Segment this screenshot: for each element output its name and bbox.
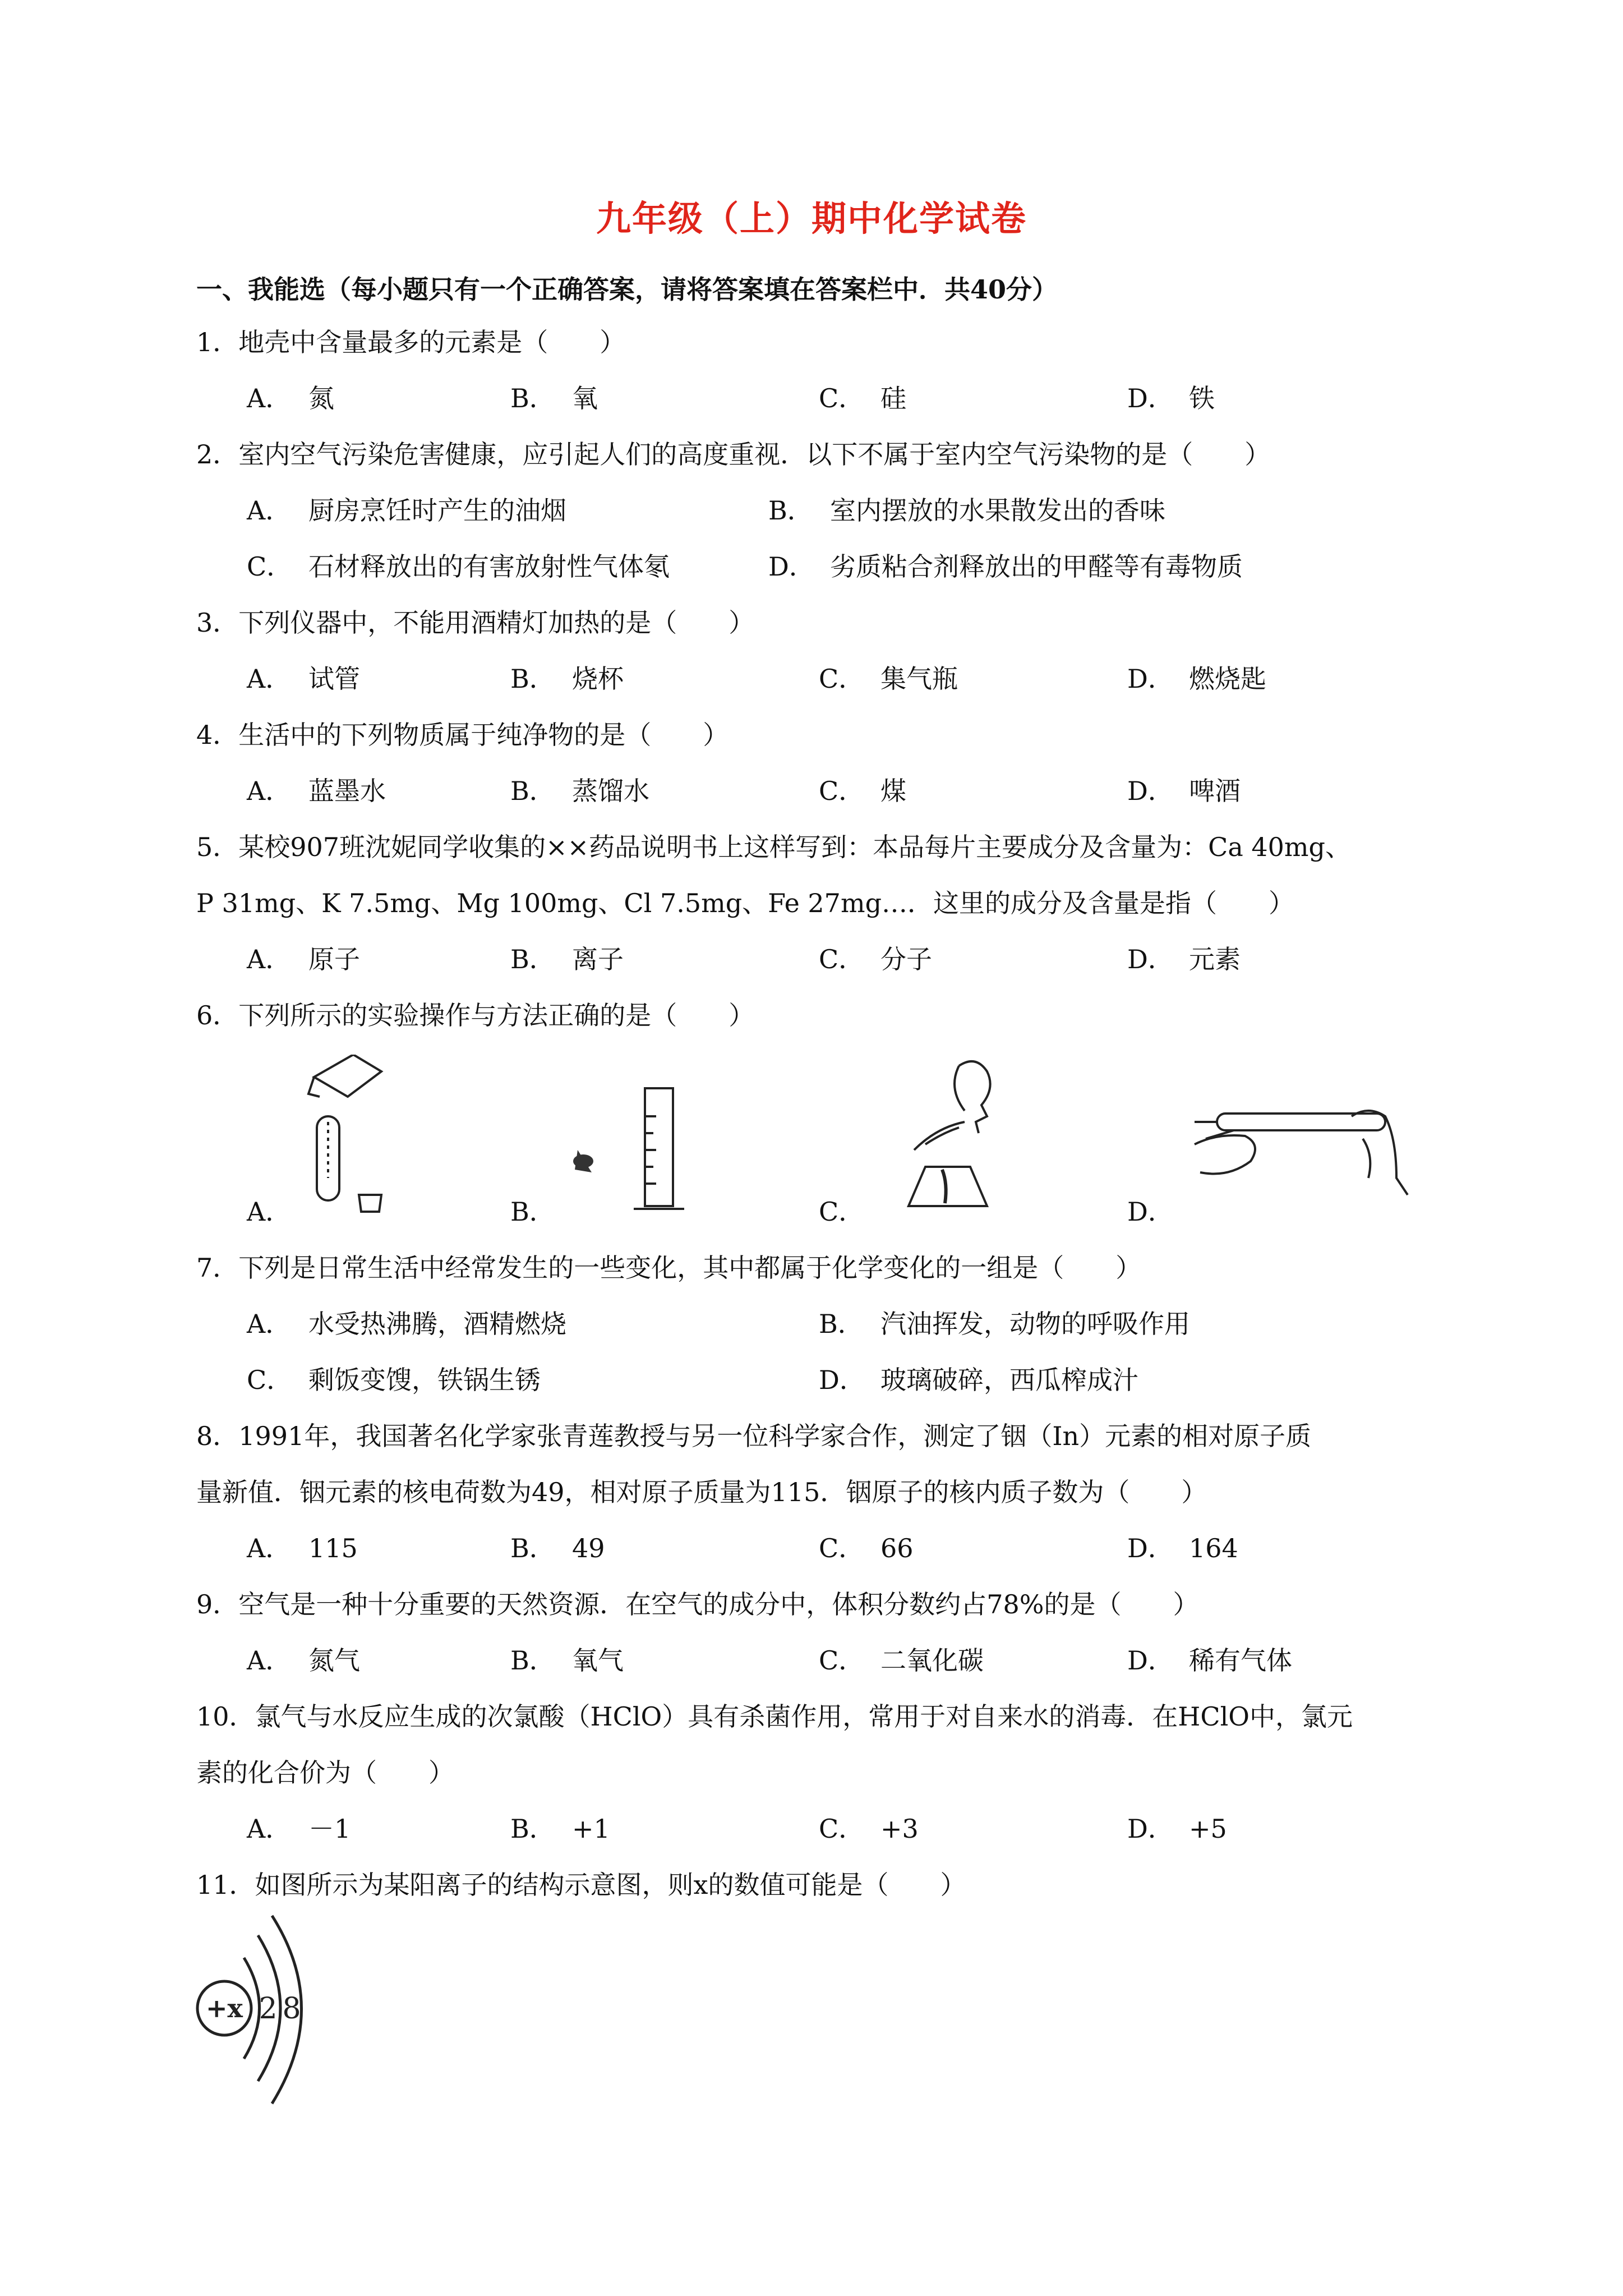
q6-option-c: C．: [819, 1197, 865, 1227]
question-10-stem-cont: 素的化合价为（ ）: [196, 1757, 454, 1788]
graduated-cylinder-figure: [566, 1083, 712, 1217]
q2-option-b: B． 室内摆放的水果散发出的香味: [768, 495, 1165, 526]
q5-option-c: C． 分子: [819, 944, 932, 974]
pouring-liquid-figure: [303, 1055, 393, 1217]
q9-option-a: A． 氮气: [247, 1645, 360, 1676]
page-title: 九年级（上）期中化学试卷: [596, 198, 1027, 239]
q9-option-d: D． 稀有气体: [1127, 1645, 1292, 1676]
q10-option-d: D． +5: [1127, 1814, 1227, 1844]
q8-option-a: A． 115: [247, 1533, 358, 1563]
question-5-stem-cont: P 31mg、K 7.5mg、Mg 100mg、Cl 7.5mg、Fe 27mg…．这里的成分及含量是指（ ）: [196, 888, 1295, 918]
question-1-stem: 1．地壳中含量最多的元素是（ ）: [196, 327, 626, 357]
q1-option-d: D． 铁: [1127, 383, 1215, 413]
q1-option-c: C． 硅: [819, 383, 906, 413]
ion-structure-diagram: [191, 1913, 336, 2109]
q5-option-b: B． 离子: [510, 944, 624, 974]
shell-1-electrons: 2: [259, 1992, 278, 2026]
q4-option-a: A． 蓝墨水: [247, 776, 386, 806]
question-5-stem: 5．某校907班沈妮同学收集的××药品说明书上这样写到：本品每片主要成分及含量为：Ca 40mg、: [196, 832, 1351, 862]
question-10-stem: 10．氯气与水反应生成的次氯酸（HClO）具有杀菌作用，常用于对自来水的消毒．在HClO中，氯元: [196, 1701, 1353, 1732]
q7-option-a: A． 水受热沸腾，酒精燃烧: [247, 1309, 566, 1339]
question-8-stem: 8．1991年，我国著名化学家张青莲教授与另一位科学家合作，测定了铟（In）元素的相对原子质: [196, 1421, 1312, 1451]
question-2-stem: 2．室内空气污染危害健康，应引起人们的高度重视．以下不属于室内空气污染物的是（ ）: [196, 439, 1271, 470]
q3-option-c: C． 集气瓶: [819, 664, 958, 694]
q2-option-a: A． 厨房烹饪时产生的油烟: [247, 495, 566, 526]
q8-option-b: B． 49: [510, 1533, 605, 1563]
q7-option-d: D． 玻璃破碎，西瓜榨成汁: [819, 1365, 1138, 1395]
question-9-stem: 9．空气是一种十分重要的天然资源．在空气的成分中，体积分数约占78%的是（ ）: [196, 1589, 1199, 1619]
q5-option-d: D． 元素: [1127, 944, 1241, 974]
q1-option-b: B． 氧: [510, 383, 598, 413]
q3-option-a: A． 试管: [247, 664, 360, 694]
q3-option-b: B． 烧杯: [510, 664, 624, 694]
question-11-stem: 11．如图所示为某阳离子的结构示意图，则x的数值可能是（ ）: [196, 1870, 966, 1900]
q4-option-c: C． 煤: [819, 776, 906, 806]
q2-option-d: D． 劣质粘合剂释放出的甲醛等有毒物质: [768, 551, 1243, 582]
q10-option-c: C． +3: [819, 1814, 919, 1844]
q9-option-c: C． 二氧化碳: [819, 1645, 984, 1676]
q1-option-a: A． 氮: [247, 383, 334, 413]
question-8-stem-cont: 量新值．铟元素的核电荷数为49，相对原子质量为115．铟原子的核内质子数为（ ）: [196, 1477, 1207, 1507]
q4-option-b: B． 蒸馏水: [510, 776, 649, 806]
heating-test-tube-figure: [1183, 1083, 1413, 1212]
smelling-gas-figure: [875, 1055, 1021, 1217]
q2-option-c: C． 石材释放出的有害放射性气体氡: [247, 551, 670, 582]
question-7-stem: 7．下列是日常生活中经常发生的一些变化，其中都属于化学变化的一组是（ ）: [196, 1253, 1142, 1283]
question-6-stem: 6．下列所示的实验操作与方法正确的是（ ）: [196, 1000, 755, 1030]
shell-2-electrons: 8: [282, 1992, 301, 2026]
q9-option-b: B． 氧气: [510, 1645, 624, 1676]
q7-option-b: B． 汽油挥发，动物的呼吸作用: [819, 1309, 1190, 1339]
q6-option-d: D．: [1127, 1197, 1174, 1227]
q7-option-c: C． 剩饭变馊，铁锅生锈: [247, 1365, 541, 1395]
q6-option-a: A．: [247, 1197, 292, 1227]
q5-option-a: A． 原子: [247, 944, 360, 974]
q8-option-d: D． 164: [1127, 1533, 1238, 1563]
question-3-stem: 3．下列仪器中，不能用酒精灯加热的是（ ）: [196, 608, 755, 638]
q10-option-a: A． －1: [247, 1814, 351, 1844]
q6-option-b: B．: [510, 1197, 555, 1227]
q8-option-c: C． 66: [819, 1533, 914, 1563]
q4-option-d: D． 啤酒: [1127, 776, 1241, 806]
q10-option-b: B． +1: [510, 1814, 610, 1844]
q3-option-d: D． 燃烧匙: [1127, 664, 1266, 694]
section-heading: 一、我能选（每小题只有一个正确答案，请将答案填在答案栏中．共40分）: [196, 274, 1058, 305]
question-4-stem: 4．生活中的下列物质属于纯净物的是（ ）: [196, 720, 729, 750]
nucleus-charge: +x: [206, 1993, 243, 2023]
